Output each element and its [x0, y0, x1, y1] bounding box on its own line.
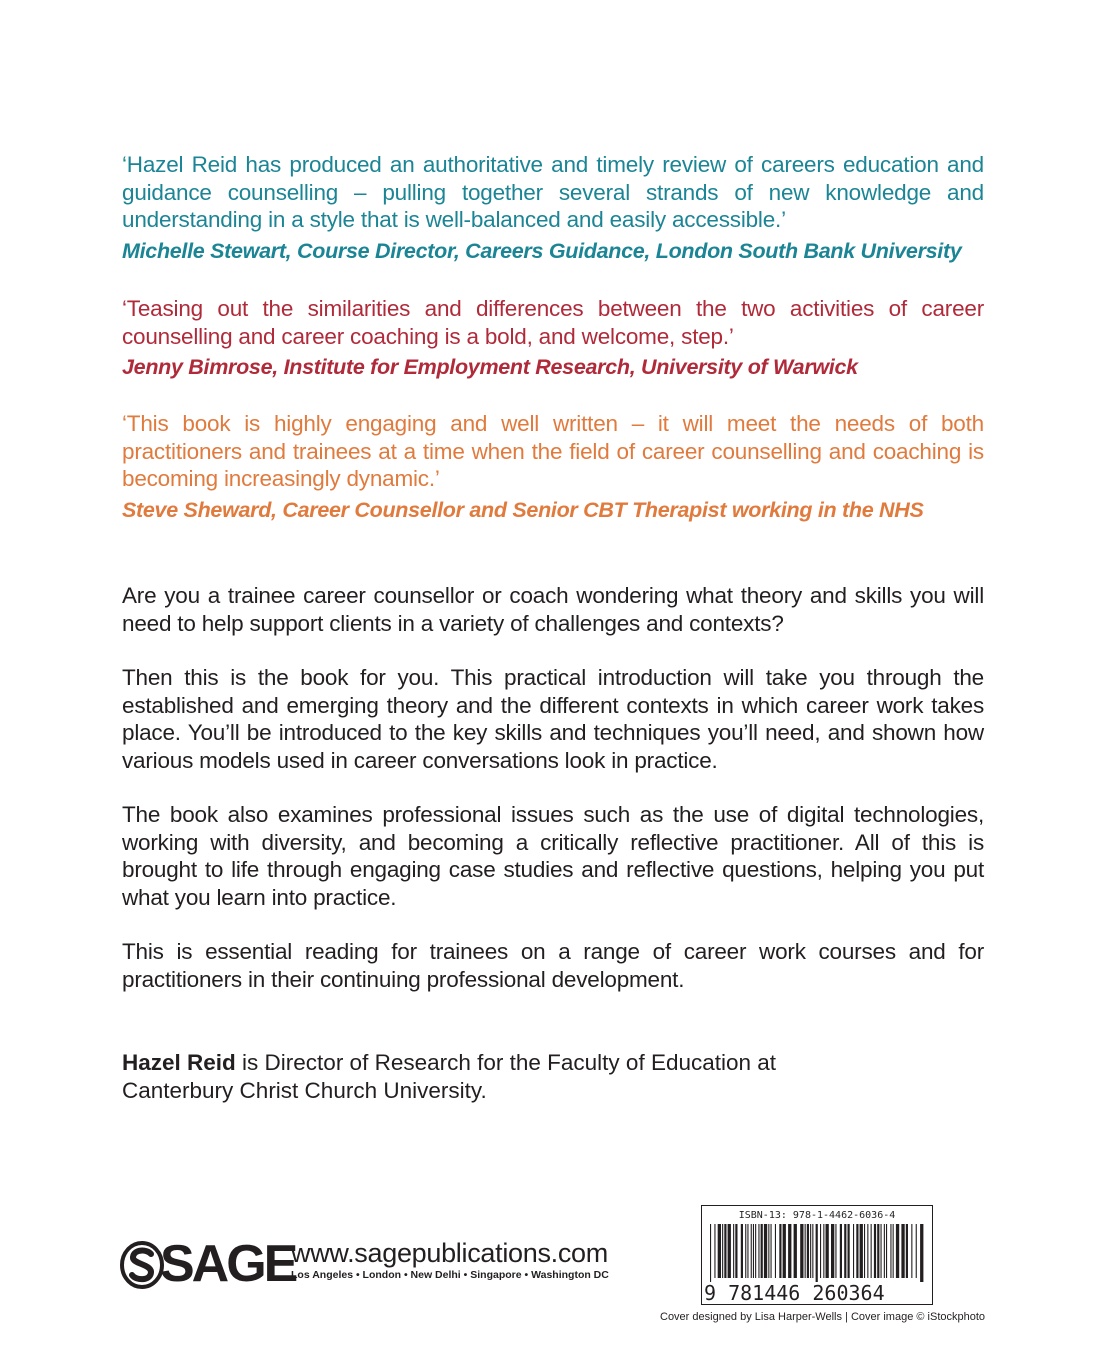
cover-credit: Cover designed by Lisa Harper-Wells | Cover image © iStockphoto [660, 1311, 986, 1323]
barcode-bar [810, 1224, 811, 1278]
barcode-bar [874, 1224, 876, 1278]
isbn-barcode [701, 1205, 933, 1305]
barcode-bar [886, 1224, 887, 1278]
barcode-bar [860, 1224, 863, 1278]
sage-logo [120, 1235, 620, 1298]
barcode-bar [794, 1224, 797, 1278]
barcode-bar [710, 1224, 711, 1282]
barcode-bar [844, 1224, 846, 1278]
quote-attribution: Jenny Bimrose, Institute for Employment Research, University of Warwick [122, 355, 858, 379]
barcode-bar [906, 1224, 908, 1278]
barcode-bar [831, 1224, 834, 1278]
review-quote-3 [122, 410, 984, 524]
barcode-bar [901, 1224, 904, 1278]
barcode-bars [710, 1224, 924, 1282]
barcode-bar [758, 1224, 759, 1278]
barcode-bar [877, 1224, 879, 1278]
barcode-bar [741, 1224, 743, 1278]
barcode-bar [783, 1224, 786, 1278]
quote-text: ‘Teasing out the similarities and differences between the two activities of career counselling and career coaching is a bold, and welcome, step.’ [122, 296, 984, 349]
barcode-bar [714, 1224, 715, 1278]
barcode-bar [768, 1224, 769, 1278]
barcode-digits: 9 781446 260364 [704, 1281, 885, 1305]
barcode-bar [800, 1224, 803, 1278]
description-paragraph: This is essential reading for trainees on a range of career work courses and for practitioners in their continuing professional development. [122, 939, 984, 992]
barcode-bar [835, 1224, 836, 1278]
barcode-bar [911, 1224, 912, 1278]
barcode-bar [920, 1224, 923, 1282]
sage-logo-text: SAGE [160, 1235, 296, 1293]
barcode-bar [893, 1224, 894, 1278]
barcode-bar [779, 1224, 781, 1278]
barcode-bar [853, 1224, 854, 1278]
barcode-bar [753, 1224, 754, 1278]
barcode-bar [812, 1224, 813, 1278]
description-paragraph: Are you a trainee career counsellor or coach wondering what theory and skills you will need to help support clients in a variety of challenges and contexts? [122, 583, 984, 636]
barcode-bar [867, 1224, 868, 1278]
quote-text: ‘This book is highly engaging and well written – it will meet the needs of both practitioners and trainees at a time when the field of career counselling and coaching is becoming increasingly dynamic.’ [122, 411, 984, 491]
barcode-bar [771, 1224, 772, 1278]
review-quote-2 [122, 295, 984, 381]
barcode-bar [881, 1224, 882, 1278]
description-paragraph: Then this is the book for you. This practical introduction will take you through the established and emerging theory and the different contexts in which career work takes place. You’ll be introduced to the key skills and techniques you’ll need, and shown how various models used in career conversations look in practice. [122, 665, 984, 773]
barcode-bar [775, 1224, 776, 1278]
barcode-bar [722, 1224, 723, 1278]
barcode-bar [728, 1224, 731, 1278]
barcode-bar [826, 1224, 829, 1278]
author-bio-text: is Director of Research for the Faculty of Education at Canterbury Christ Church University. [122, 1050, 777, 1103]
barcode-bar [840, 1224, 842, 1278]
isbn-label: ISBN-13: 978-1-4462-6036-4 [738, 1210, 896, 1221]
barcode-bar [871, 1224, 872, 1278]
barcode-bar [733, 1224, 734, 1278]
barcode-bar [764, 1224, 767, 1278]
barcode-bar [890, 1224, 891, 1278]
barcode-bar [820, 1224, 821, 1278]
barcode-bar [807, 1224, 809, 1278]
barcode-bar [718, 1224, 721, 1278]
barcode-bar [805, 1224, 806, 1278]
barcode-bar [735, 1224, 737, 1278]
book-description [122, 582, 984, 1020]
author-name: Hazel Reid [122, 1050, 236, 1075]
barcode-bar [747, 1224, 748, 1278]
barcode-bar [745, 1224, 746, 1278]
barcode-bar [755, 1224, 756, 1278]
barcode-bar [816, 1224, 818, 1282]
barcode-bar [761, 1224, 763, 1278]
barcode-bar [916, 1224, 917, 1278]
review-quote-1 [122, 151, 984, 265]
author-bio [122, 1049, 822, 1104]
description-paragraph: The book also examines professional issues such as the use of digital technologies, working with diversity, and becoming a critically reflective practitioner. All of this is brought to life through engaging case studies and reflective questions, helping you put what you learn into practice. [122, 802, 984, 910]
barcode-bar [848, 1224, 850, 1278]
barcode-bar [896, 1224, 899, 1278]
quote-text: ‘Hazel Reid has produced an authoritative and timely review of careers education and guidance counselling – pulling together several strands of new knowledge and understanding in a style that is well-balanced and easily accessible.’ [122, 152, 984, 232]
barcode-bar [724, 1224, 726, 1278]
barcode-bar [864, 1224, 865, 1278]
barcode-bar [856, 1224, 858, 1278]
publisher-website[interactable]: www.sagepublications.com [291, 1238, 608, 1268]
quote-attribution: Michelle Stewart, Course Director, Careers Guidance, London South Bank University [122, 238, 962, 263]
quote-attribution: Steve Sheward, Career Counsellor and Senior CBT Therapist working in the NHS [122, 497, 924, 522]
barcode-bar [788, 1224, 791, 1278]
barcode-bar [823, 1224, 824, 1278]
barcode-bar [751, 1224, 752, 1278]
barcode-bar [884, 1224, 885, 1278]
publisher-cities: Los Angeles • London • New Delhi • Singapore • Washington DC [291, 1269, 609, 1281]
